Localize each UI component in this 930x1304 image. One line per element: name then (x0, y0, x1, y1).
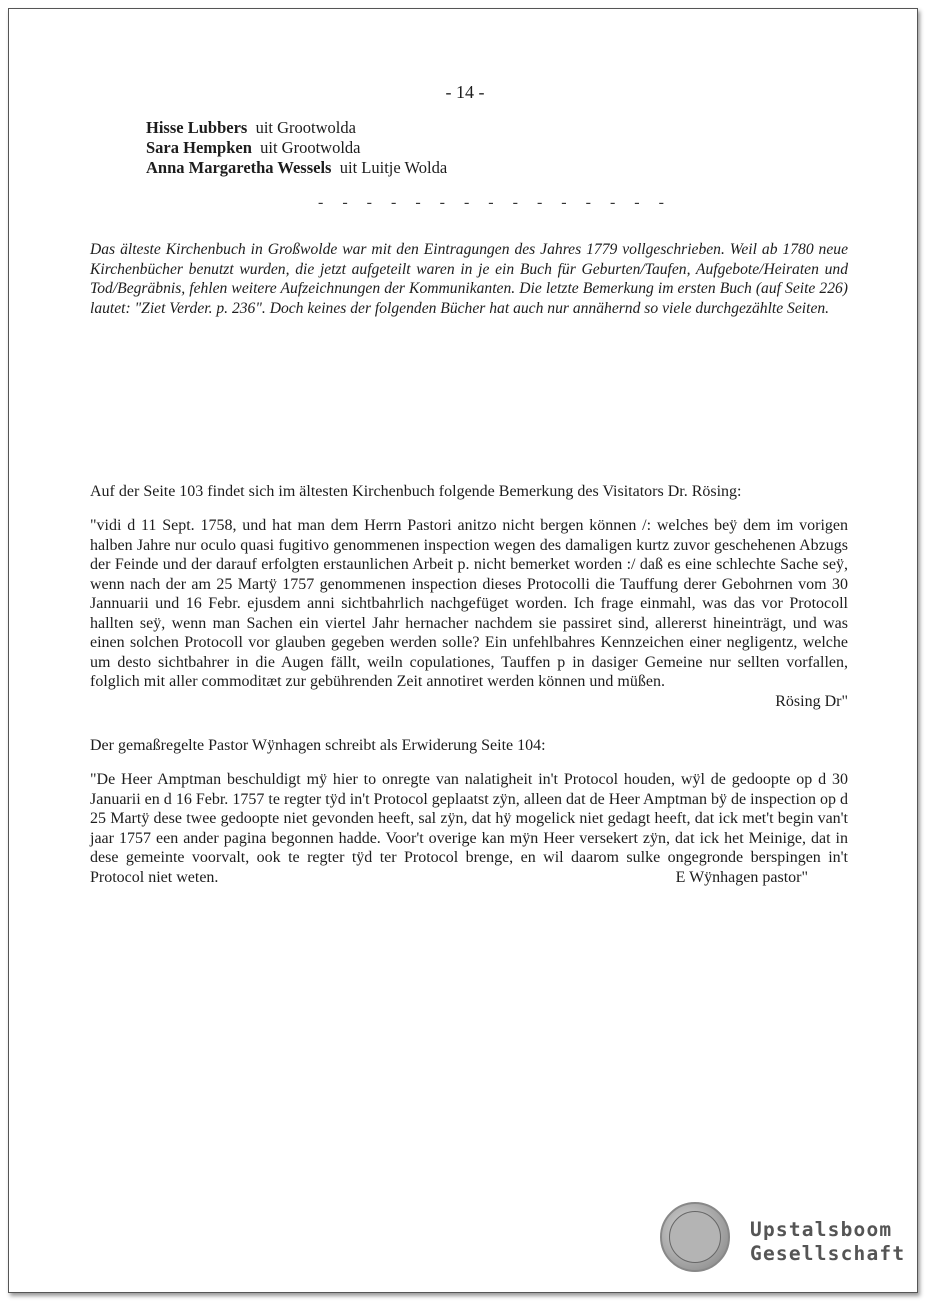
name-entry (146, 118, 447, 138)
person-name: Anna Margaretha Wessels (146, 158, 332, 177)
page-number: - 14 - (445, 82, 485, 102)
person-name: Hisse Lubbers (146, 118, 248, 137)
name-entry (146, 138, 447, 158)
pastor-quote: "De Heer Amptman beschuldigt mÿ hier to onregte van nalatigheit in't Protocol houden, wÿl de gedoopte op d 30 Januarii en d 16 Febr. 1757 te regter tÿd in't Protocol geplaatst zÿn, alleen dat de Heer Amptman bÿ de inspection op d 25 Martÿ dese twee gedoopte niet gevonden heeft, sal zÿn, dat hÿ mogelick niet gedagt heeft, dat ick met't begin van't jaar 1757 een ander pagina begonnen hadde. Voor't overige kan mÿn Heer versekert zÿn, dat ick het Meinige, dat in dese gemeinte voorvalt, ook te regter tÿd ter Protocol brenge, en wil daarom sulke ongegronde berspingen in't Protocol niet weten. (90, 771, 848, 886)
person-place: uit Grootwolda (260, 138, 361, 157)
logo (660, 1202, 730, 1272)
name-entry (146, 158, 447, 178)
brand-name (750, 1218, 905, 1266)
visitor-quote-block (90, 516, 848, 711)
separator-dashes: - - - - - - - - - - - - - - - (318, 194, 672, 211)
person-name: Sara Hempken (146, 138, 252, 157)
visitor-quote: "vidi d 11 Sept. 1758, und hat man dem Herrn Pastori anitzo nicht bergen können /: welches beÿ dem im vorigen halben Jahre nur oculo quasi fugitivo genommenen inspection wegen des damaligen kurtz zuvor geschehenen Abzugs der Feinde und der darauf erfolgten erstaunlichen Arbeit p. nicht bemerket worden :/ daß es eine schlechte Sache seÿ, wenn nach der am 25 Martÿ 1757 genommenen inspection dieses Protocolli die Tauffung derer Gebohrnen vom 30 Jannuarii und 16 Febr. ejusdem anni sichtbahrlich nachgefüget worden. Ich frage einmahl, was das vor Protocoll hallten seÿ, wenn man Sachen ein viertel Jahr hernacher nachdem sie passiret sind, allererst hineinträgt, und was einen solchen Protocoll vor glauben gegeben werden solle? Ein unfehlbahres Kennzeichen einer negligentz, welche um desto sichtbahrer in die Augen fällt, weiln copulationes, Tauffen p in dasiger Gemeine nur sellten vorfallen, folglich mit aller commoditæt zur gebührenden Zeit annotiret werden können und müßen. (90, 517, 848, 690)
brand-line-2: Gesellschaft (750, 1242, 906, 1265)
brand-line-1: Upstalsboom (750, 1218, 893, 1241)
visitor-intro: Auf der Seite 103 findet sich im ältesten Kirchenbuch folgende Bemerkung des Visitators Dr. Rösing: (90, 483, 742, 500)
pastor-intro: Der gemaßregelte Pastor Wÿnhagen schreibt als Erwiderung Seite 104: (90, 737, 546, 754)
seal-icon (660, 1202, 730, 1272)
pastor-quote-block (90, 770, 848, 887)
person-place: uit Grootwolda (255, 118, 356, 137)
person-place: uit Luitje Wolda (339, 158, 448, 177)
visitor-signature: Rösing Dr" (775, 692, 848, 710)
pastor-signature: E Wÿnhagen pastor" (675, 868, 808, 886)
intro-paragraph: Das älteste Kirchenbuch in Großwolde war mit den Eintragungen des Jahres 1779 vollgeschrieben. Weil ab 1780 neue Kirchenbücher benutzt wurden, die jetzt aufgeteilt waren in je ein Buch für Geburten/Taufen, Aufgebote/Heiraten und Tod/Begräbnis, fehlen weitere Aufzeichnungen der Kommunikanten. Die letzte Bemerkung im ersten Buch (auf Seite 226) lautet: "Ziet Verder. p. 236". Doch keines der folgenden Bücher hat auch nur annähernd so viele durchgezählte Seiten. (90, 241, 848, 317)
names-list (146, 118, 447, 178)
